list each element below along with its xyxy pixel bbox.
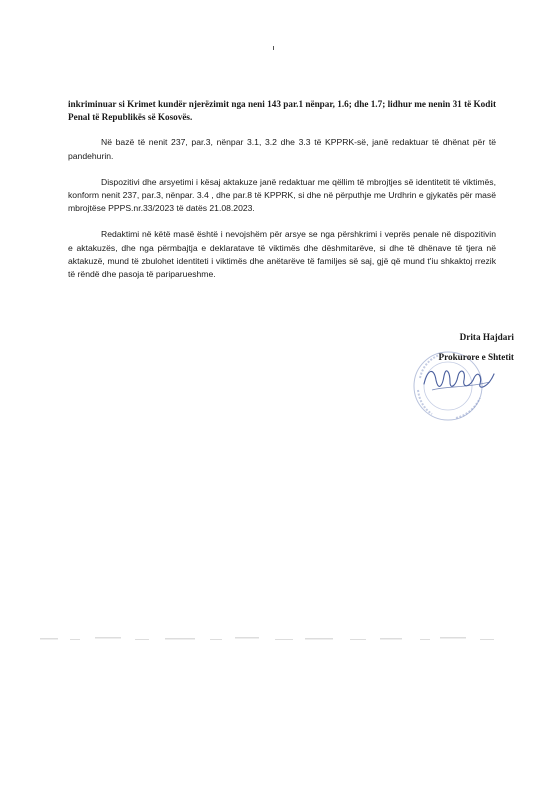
paragraph-victim-redaction: Dispozitivi dhe arsyetimi i kësaj aktakuze janë redaktuar me qëllim të mbrojtjes së identitetit të viktimës, konform nenit 237, par.3, nënpar. 3.4 , dhe par.8 të KPPRK, si dhe në përputhje me Urdhrin e gjykatës për masë mbrojtëse PPPS.nr.33/2023 të datës 21.08.2023.: [68, 176, 496, 214]
paragraph-charge-continuation: inkriminuar si Krimet kundër njerëzimit nga neni 143 par.1 nënpar, 1.6; dhe 1.7; lidhur me nenin 31 të Kodit Penal të Republikës së Kosovës.: [68, 99, 496, 123]
document-body: [68, 98, 496, 294]
paragraph-defendant-redaction: Në bazë të nenit 237, par.3, nënpar 3.1, 3.2 dhe 3.3 të KPPRK-së, janë redaktuar të dhënat për të pandehurin.: [68, 137, 496, 161]
page-top-mark: [273, 46, 274, 50]
signatory-name: Drita Hajdari: [459, 332, 514, 342]
scan-artifact-line: [0, 630, 560, 650]
handwritten-signature: [420, 362, 500, 398]
paragraph-redaction-justification: Redaktimi në këtë masë është i nevojshëm për arsye se nga përshkrimi i veprës penale në dispozitivin e aktakuzës, dhe nga përmbajtja e deklaratave të viktimës dhe dëshmitarëve, si dhe të dhënave të tjera në aktakuzë, mund të zbulohet identiteti i viktimës dhe anëtarëve të familjes së saj, gjë që mund t'iu shkaktoj rrezik të rëndë dhe pasoja të pariparueshme.: [68, 229, 496, 280]
signatory-title: Prokurore e Shtetit: [438, 352, 514, 362]
